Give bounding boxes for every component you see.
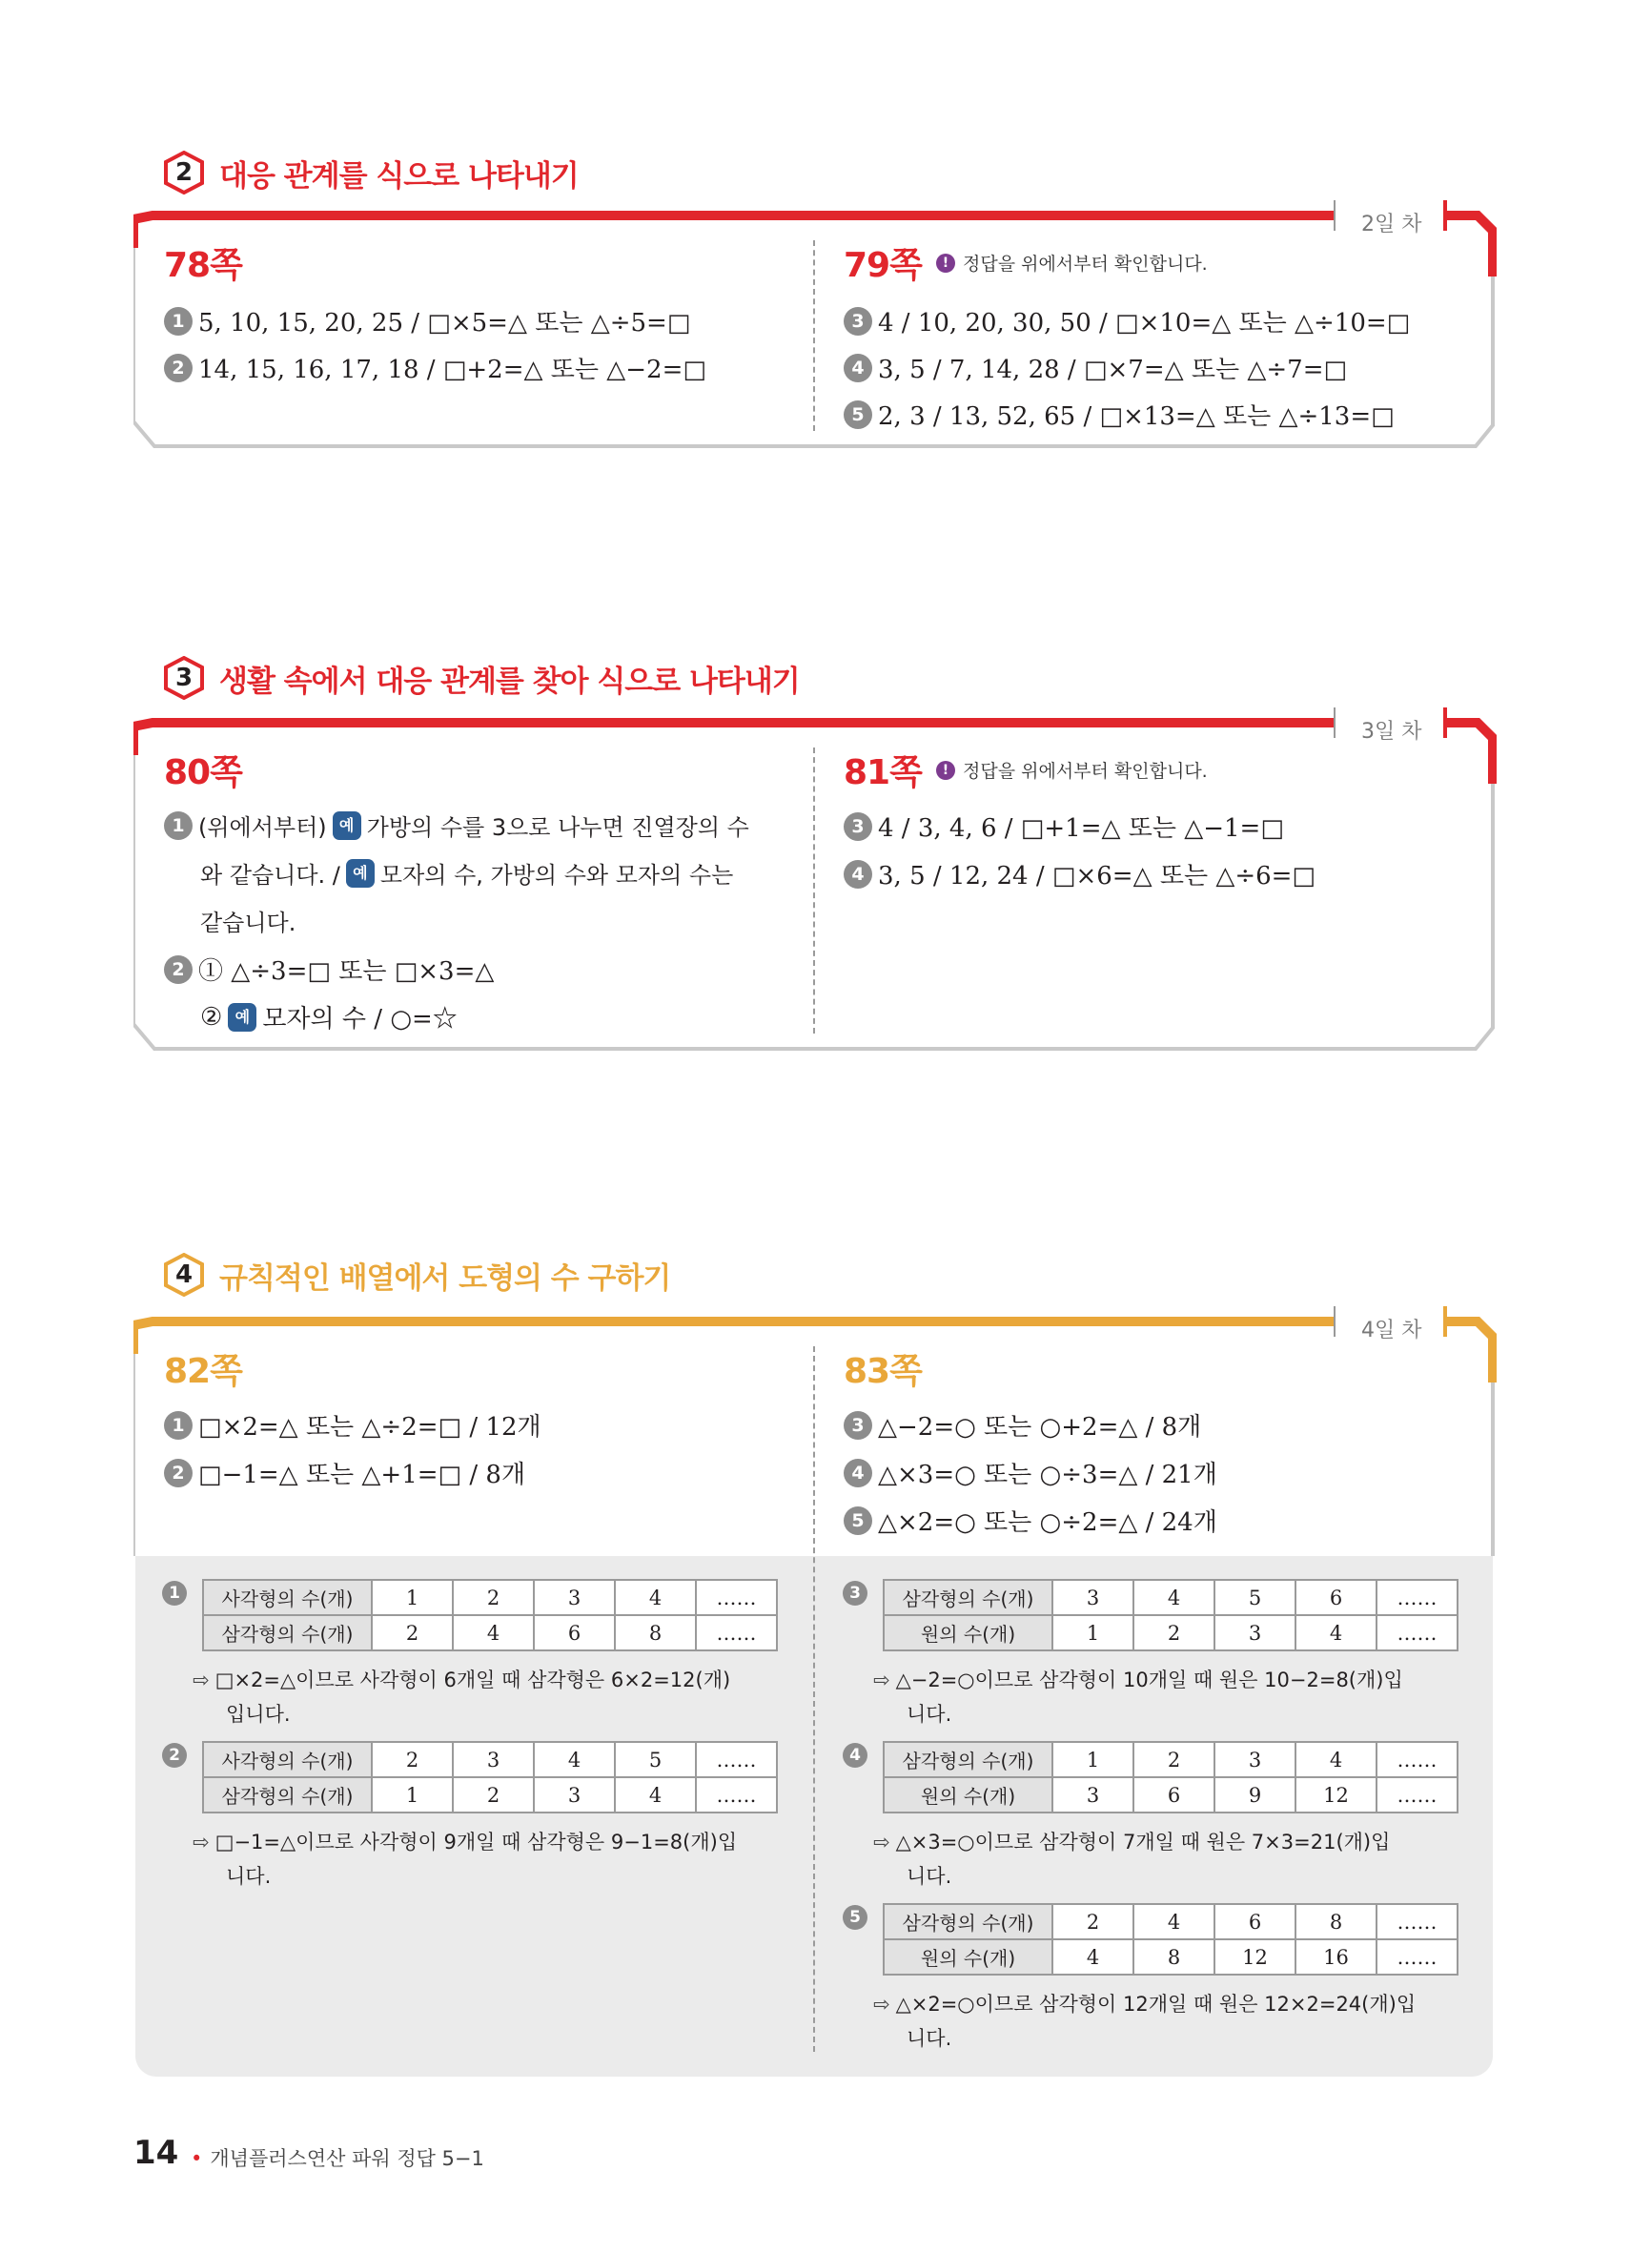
page-label-80: 80쪽: [164, 753, 242, 792]
explanation-text: ⇨ □−1=△이므로 사각형이 9개일 때 삼각형은 9−1=8(개)입: [193, 1831, 738, 1854]
page-label-83: 83쪽: [844, 1352, 922, 1391]
column-divider: [813, 748, 815, 1034]
day-label: 3일 차: [1361, 720, 1422, 744]
page-number: 14: [133, 2134, 179, 2172]
answer-line: 3 △−2=○ 또는 ○+2=△ / 8개: [844, 1407, 1201, 1443]
answer-line: 1 □×2=△ 또는 △÷2=□ / 12개: [164, 1407, 541, 1443]
column-divider: [813, 1346, 815, 2052]
answer-line: 1 (위에서부터) 예 가방의 수를 3으로 나누면 진열장의 수: [164, 809, 749, 842]
section-3-header: [162, 656, 800, 700]
correspondence-table: 사각형의 수(개) 2 3 4 5 …… 삼각형의 수(개) 1 2 3 4 ……: [202, 1741, 778, 1813]
example-badge: 예: [333, 811, 361, 840]
answer-line: 1 5, 10, 15, 20, 25 / □×5=△ 또는 △÷5=□: [164, 303, 690, 338]
problem-number: 4: [843, 1743, 867, 1768]
correspondence-table: 사각형의 수(개) 1 2 3 4 …… 삼각형의 수(개) 2 4 6 8 ……: [202, 1579, 778, 1651]
section-number-badge: 4: [162, 1253, 206, 1297]
answer-line: 3 4 / 10, 20, 30, 50 / □×10=△ 또는 △÷10=□: [844, 303, 1410, 338]
info-icon: !: [936, 254, 955, 273]
example-badge: 예: [228, 1003, 256, 1032]
column-divider: [813, 240, 815, 431]
explanation-text: ⇨ △−2=○이므로 삼각형이 10개일 때 원은 10−2=8(개)입: [873, 1669, 1403, 1691]
explanation-text: ⇨ △×2=○이므로 삼각형이 12개일 때 원은 12×2=24(개)입: [873, 1993, 1417, 2016]
book-title: • 개념플러스연산 파워 정답 5−1: [191, 2147, 484, 2170]
correspondence-table: 삼각형의 수(개) 1 2 3 4 …… 원의 수(개) 3 6 9 12 ……: [883, 1741, 1458, 1813]
explanation-text: ⇨ △×3=○이므로 삼각형이 7개일 때 원은 7×3=21(개)입: [873, 1831, 1391, 1854]
page-label-81: 81쪽: [844, 753, 922, 792]
section-number-badge: 2: [162, 151, 206, 195]
problem-number: 3: [843, 1581, 867, 1606]
explanation-text: 입니다.: [226, 1703, 291, 1726]
explanation-text: 니다.: [907, 2027, 952, 2050]
answer-order-note: ! 정답을 위에서부터 확인합니다.: [936, 757, 1208, 783]
answer-line: 2 ① △÷3=□ 또는 □×3=△: [164, 952, 494, 987]
day-label: 2일 차: [1361, 213, 1422, 236]
answer-line: 5 △×2=○ 또는 ○÷2=△ / 24개: [844, 1503, 1217, 1538]
explanation-text: 니다.: [907, 1703, 952, 1726]
section-number-badge: 3: [162, 656, 206, 700]
correspondence-table: 삼각형의 수(개) 3 4 5 6 …… 원의 수(개) 1 2 3 4 ……: [883, 1579, 1458, 1651]
answer-line: ② 예 모자의 수 / ○=☆: [200, 1002, 458, 1034]
explanation-text: ⇨ □×2=△이므로 사각형이 6개일 때 삼각형은 6×2=12(개): [193, 1669, 731, 1691]
answer-line: 4 3, 5 / 7, 14, 28 / □×7=△ 또는 △÷7=□: [844, 350, 1347, 385]
answer-line: 같습니다.: [200, 910, 296, 936]
example-badge: 예: [346, 859, 375, 888]
section-title: 생활 속에서 대응 관계를 찾아 식으로 나타내기: [219, 664, 800, 699]
problem-number: 2: [162, 1743, 187, 1768]
info-icon: !: [936, 761, 955, 780]
answer-line: 2 □−1=△ 또는 △+1=□ / 8개: [164, 1455, 525, 1490]
answer-line: 와 같습니다. / 예 모자의 수, 가방의 수와 모자의 수는: [200, 856, 733, 890]
section-title: 대응 관계를 식으로 나타내기: [219, 158, 579, 194]
answer-line: 3 4 / 3, 4, 6 / □+1=△ 또는 △−1=□: [844, 809, 1284, 844]
day-label: 4일 차: [1361, 1319, 1422, 1342]
problem-number: 1: [162, 1581, 187, 1606]
answer-line: 5 2, 3 / 13, 52, 65 / □×13=△ 또는 △÷13=□: [844, 397, 1395, 432]
correspondence-table: 삼각형의 수(개) 2 4 6 8 …… 원의 수(개) 4 8 12 16 ……: [883, 1903, 1458, 1976]
section-title: 규칙적인 배열에서 도형의 수 구하기: [219, 1260, 671, 1296]
page-label-82: 82쪽: [164, 1352, 242, 1391]
section-4-header: [162, 1253, 670, 1297]
page-label-79: 79쪽: [844, 246, 922, 285]
answer-line: 4 △×3=○ 또는 ○÷3=△ / 21개: [844, 1455, 1217, 1490]
answer-order-note: ! 정답을 위에서부터 확인합니다.: [936, 250, 1208, 276]
explanation-text: 니다.: [907, 1865, 952, 1888]
answer-line: 4 3, 5 / 12, 24 / □×6=△ 또는 △÷6=□: [844, 856, 1315, 891]
page-label-78: 78쪽: [164, 246, 242, 285]
explanation-text: 니다.: [226, 1865, 272, 1888]
problem-number: 5: [843, 1905, 867, 1930]
section-2-header: [162, 151, 579, 195]
answer-line: 2 14, 15, 16, 17, 18 / □+2=△ 또는 △−2=□: [164, 350, 706, 385]
